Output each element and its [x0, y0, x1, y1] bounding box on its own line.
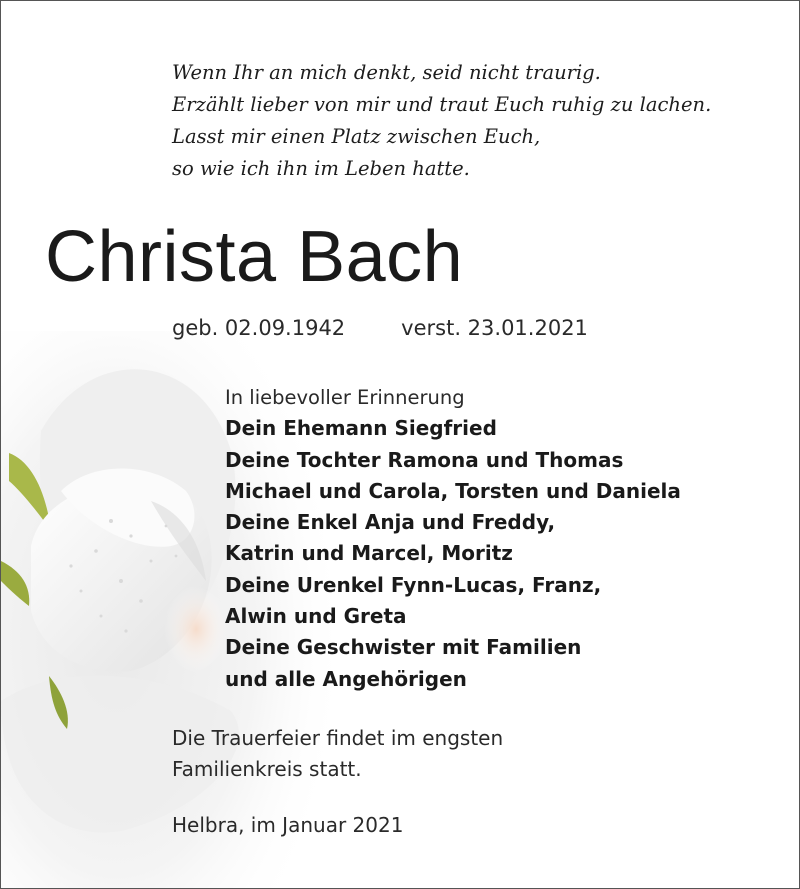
mourners-list — [225, 382, 681, 695]
place-and-date: Helbra, im Januar 2021 — [172, 813, 404, 837]
mourner-line: Katrin und Marcel, Moritz — [225, 541, 513, 566]
birth-date: geb. 02.09.1942 — [172, 316, 346, 340]
mourner-line: Alwin und Greta — [225, 604, 407, 629]
death-date: verst. 23.01.2021 — [401, 316, 588, 340]
mourner-line: Deine Tochter Ramona und Thomas — [225, 447, 624, 472]
poem-line: Wenn Ihr an mich denkt, seid nicht traurig. — [172, 61, 601, 84]
deceased-name: Christa Bach — [45, 217, 464, 297]
funeral-line: Familienkreis statt. — [172, 757, 362, 781]
poem — [172, 57, 711, 185]
mourner-line: und alle Angehörigen — [225, 666, 467, 691]
life-dates — [172, 316, 644, 340]
funeral-info — [172, 723, 503, 785]
poem-line: so wie ich ihn im Leben hatte. — [172, 157, 470, 180]
mourner-line: Deine Geschwister mit Familien — [225, 635, 582, 660]
mourner-line: Deine Urenkel Fynn-Lucas, Franz, — [225, 572, 602, 597]
poem-line: Erzählt lieber von mir und traut Euch ruhig zu lachen. — [172, 93, 712, 116]
remembrance-intro: In liebevoller Erinnerung — [225, 386, 465, 409]
mourner-line: Michael und Carola, Torsten und Daniela — [225, 478, 681, 503]
mourner-line: Dein Ehemann Siegfried — [225, 416, 497, 441]
mourner-line: Deine Enkel Anja und Freddy, — [225, 510, 556, 535]
poem-line: Lasst mir einen Platz zwischen Euch, — [172, 125, 541, 148]
funeral-line: Die Trauerfeier findet im engsten — [172, 726, 504, 750]
